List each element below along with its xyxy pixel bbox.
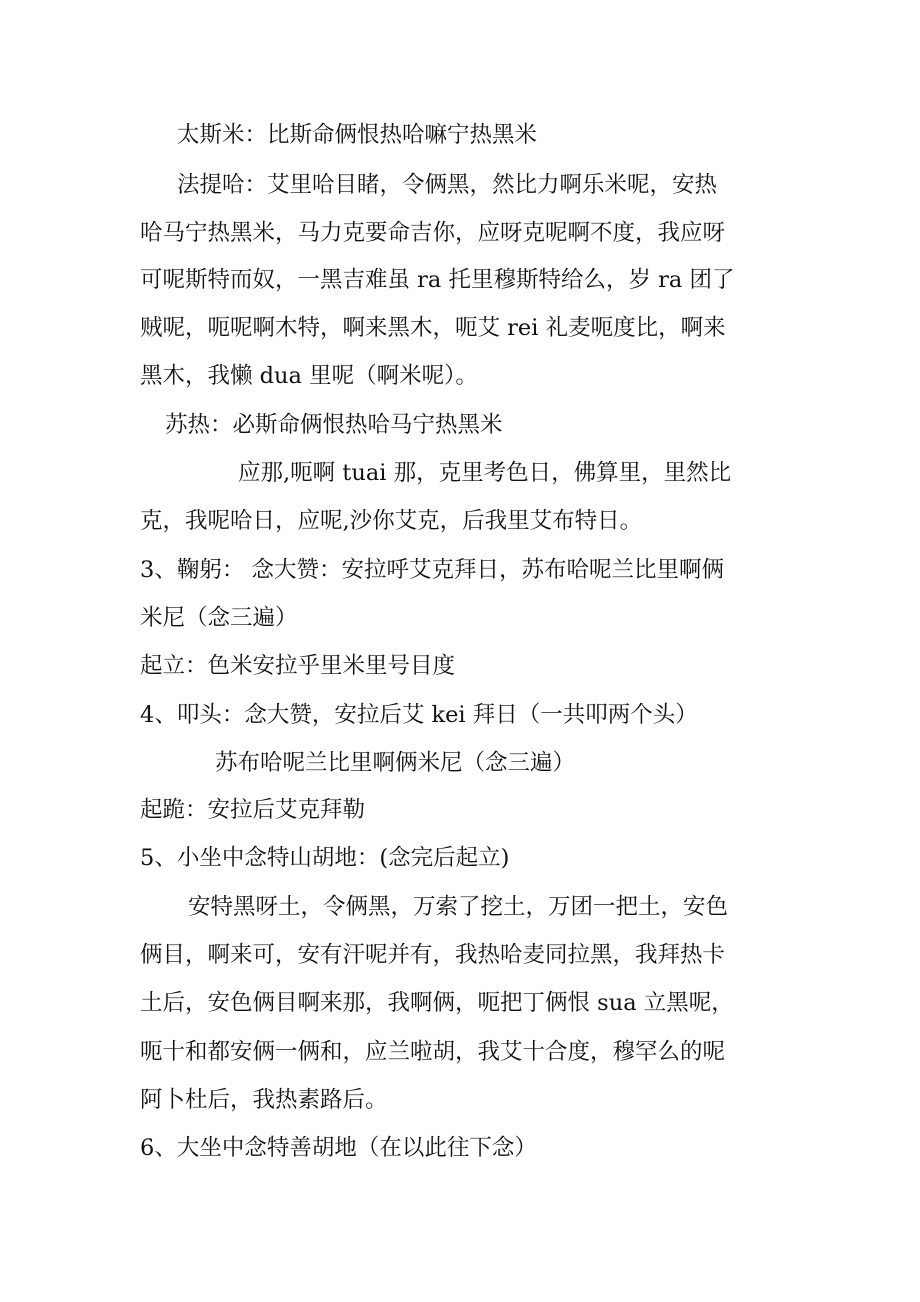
text-line: 可呢斯特而奴，一黑吉难虽 ra 托里穆斯特给么，岁 ra 团了 <box>140 267 735 293</box>
text-line: 应那,呃啊 tuai 那，克里考色日，佛算里，里然比 <box>238 460 732 486</box>
text-line: 起跪：安拉后艾克拜勒 <box>140 797 366 823</box>
text-line: 俩目，啊来可，安有汗呢并有，我热哈麦同拉黑，我拜热卡 <box>140 942 726 968</box>
text-line: 呃十和都安俩一俩和，应兰啦胡，我艾十合度，穆罕么的呢 <box>140 1039 726 1065</box>
text-line: 阿卜杜后，我热素路后。 <box>140 1087 388 1113</box>
text-line: 安特黑呀土，令俩黑，万索了挖土，万团一把土，安色 <box>188 894 729 920</box>
text-line: 黑木，我懒 dua 里呢（啊米呢）。 <box>140 363 478 389</box>
section-heading: 4、叩头：念大赞，安拉后艾 kei 拜日（一共叩两个头） <box>140 702 698 728</box>
text-line: 太斯米：比斯命俩恨热哈嘛宁热黑米 <box>177 122 538 148</box>
text-line: 法提哈：艾里哈目睹，令俩黑，然比力啊乐米呢，安热 <box>177 172 718 198</box>
text-line: 苏布哈呢兰比里啊俩米尼（念三遍） <box>215 750 576 776</box>
text-line: 克，我呢哈日，应呢,沙你艾克，后我里艾布特日。 <box>140 508 643 534</box>
text-line: 哈马宁热黑米，马力克要命吉你，应呀克呢啊不度，我应呀 <box>140 220 726 246</box>
text-line: 米尼（念三遍） <box>140 605 298 631</box>
section-heading: 6、大坐中念特善胡地（在以此往下念） <box>140 1135 537 1161</box>
section-heading: 3、鞠躬： 念大赞：安拉呼艾克拜日，苏布哈呢兰比里啊俩 <box>140 557 724 583</box>
text-line: 贼呢，呃呢啊木特，啊来黑木，呃艾 rei 礼麦呃度比，啊来 <box>140 315 726 341</box>
section-heading: 5、小坐中念特山胡地：(念完后起立) <box>140 845 510 871</box>
text-line: 土后，安色俩目啊来那，我啊俩，呃把丁俩恨 sua 立黑呢， <box>140 990 734 1016</box>
text-line: 苏热：必斯命俩恨热哈马宁热黑米 <box>165 412 503 438</box>
text-line: 起立：色米安拉乎里米里号目度 <box>140 653 456 679</box>
